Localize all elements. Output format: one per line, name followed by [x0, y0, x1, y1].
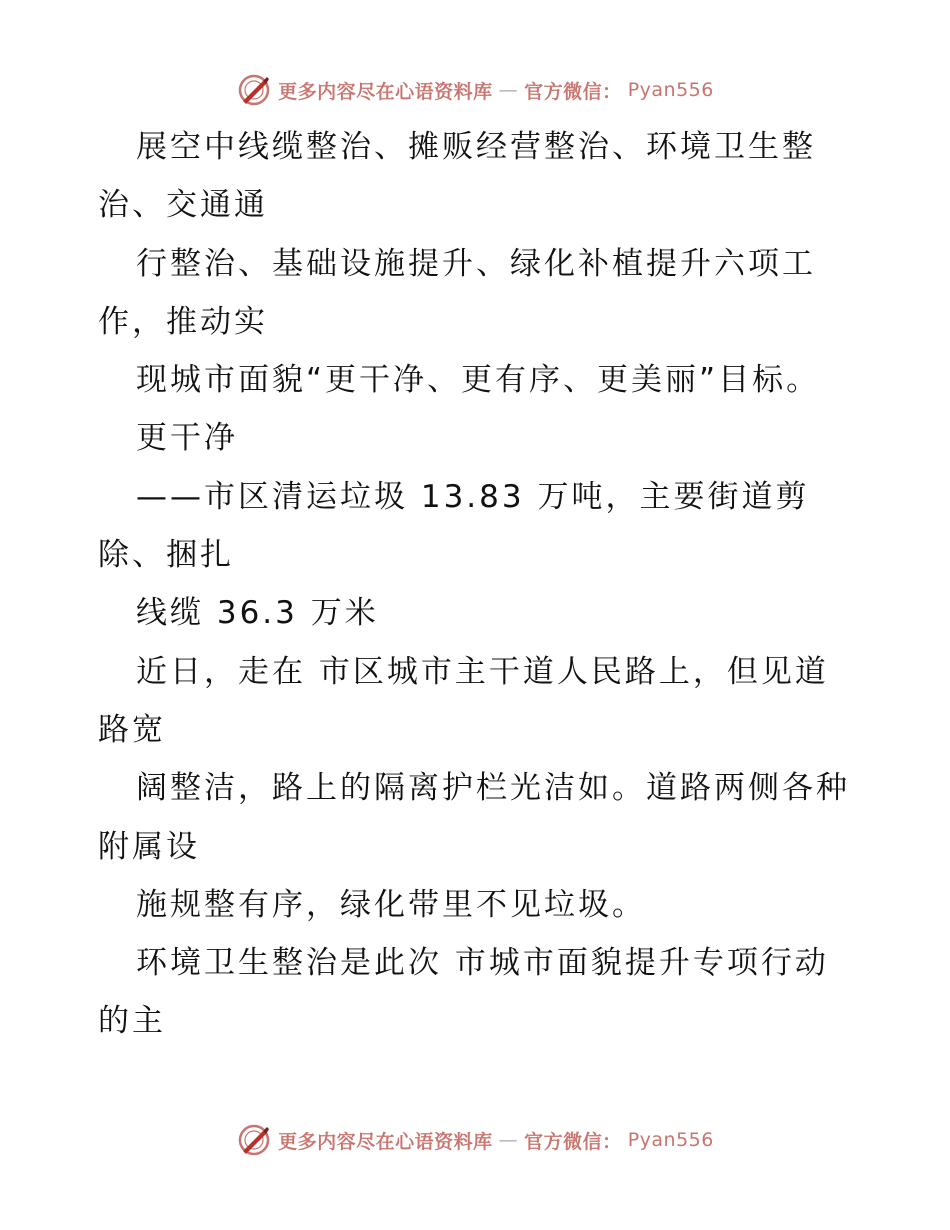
- article-body: [98, 118, 878, 1051]
- watermark-separator: —: [498, 1129, 519, 1151]
- watermark-contact-id: Pyan556: [627, 79, 714, 101]
- text-line: 除、捆扎: [98, 537, 234, 574]
- pen-logo-icon: [236, 1122, 272, 1158]
- section-heading: 更干净: [136, 420, 238, 457]
- watermark-separator: —: [498, 79, 519, 101]
- watermark-brand-text: 更多内容尽在心语资料库: [278, 1130, 493, 1153]
- watermark-contact-id: Pyan556: [627, 1129, 714, 1151]
- text-line: 治、交通通: [98, 187, 268, 224]
- text-line: 附属设: [98, 828, 200, 865]
- text-line: 环境卫生整治是此次 市城市面貌提升专项行动: [136, 945, 829, 982]
- watermark-contact-label: 官方微信：: [524, 80, 622, 103]
- pen-logo-icon: [236, 72, 272, 108]
- text-line: 行整治、基础设施提升、绿化补植提升六项工: [136, 245, 816, 282]
- footer-watermark: [0, 1122, 950, 1158]
- text-line: 现城市面貌“更干净、更有序、更美丽”目标。: [136, 362, 821, 399]
- text-line: 作，推动实: [98, 303, 268, 340]
- watermark-brand-text: 更多内容尽在心语资料库: [278, 80, 493, 103]
- text-line: 近日，走在 市区城市主干道人民路上，但见道: [136, 653, 829, 690]
- text-line: 的主: [98, 1003, 166, 1040]
- watermark-contact-label: 官方微信：: [524, 1130, 622, 1153]
- text-line: 路宽: [98, 711, 166, 748]
- text-line: 线缆 36.3 万米: [136, 595, 379, 632]
- text-line: 阔整洁，路上的隔离护栏光洁如。道路两侧各种: [136, 770, 850, 807]
- text-line: 展空中线缆整治、摊贩经营整治、环境卫生整: [136, 129, 816, 165]
- header-watermark: [0, 72, 950, 108]
- text-line: ——市区清运垃圾 13.83 万吨，主要街道剪: [136, 478, 810, 515]
- text-line: 施规整有序，绿化带里不见垃圾。: [136, 886, 646, 923]
